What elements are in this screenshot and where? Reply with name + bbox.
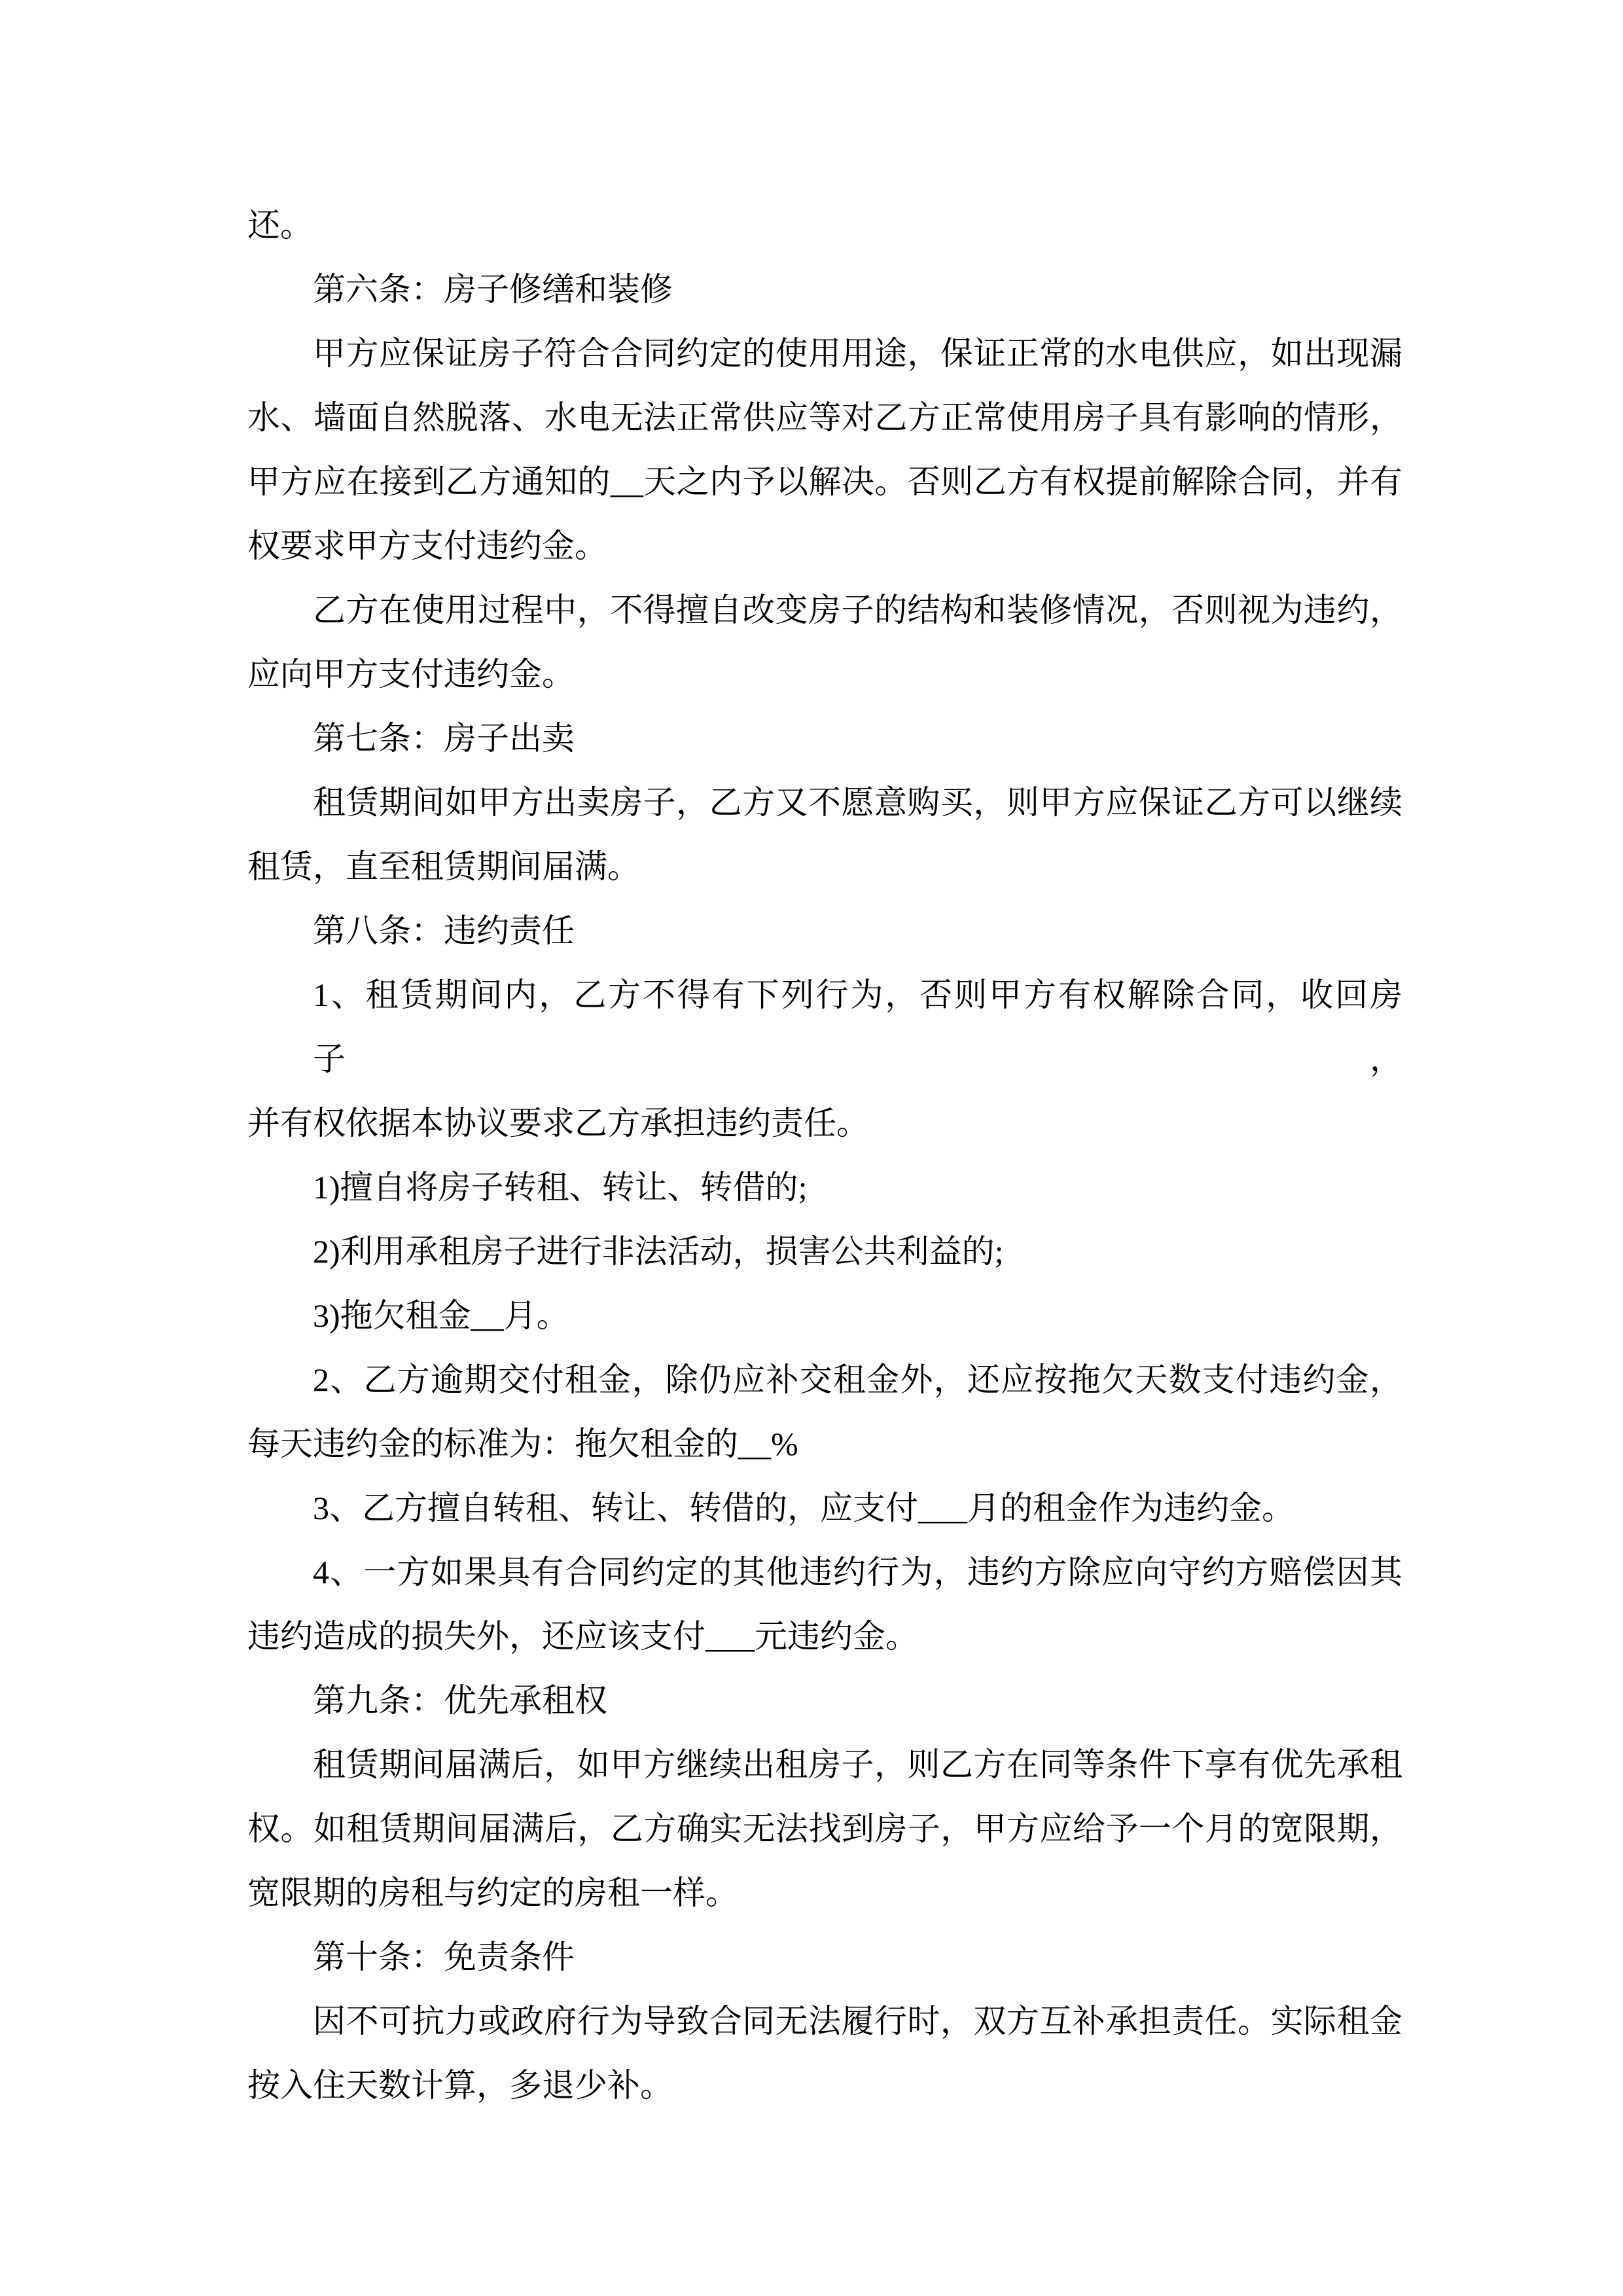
text-line: 4、一方如果具有合同约定的其他违约行为，违约方除应向守约方赔偿因其 [313, 1554, 1402, 1590]
text-line: 第八条：违约责任 [313, 912, 575, 949]
paragraph [247, 1668, 1402, 1732]
paragraph [247, 1989, 1402, 2117]
text-line: 3、乙方擅自转租、转让、转借的，应支付___月的租金作为违约金。 [313, 1490, 1294, 1526]
text-line: 按入住天数计算，多退少补。 [247, 2067, 673, 2104]
text-line: 第九条：优先承租权 [313, 1682, 607, 1719]
text-line: 违约造成的损失外，还应该支付___元违约金。 [247, 1618, 918, 1655]
text-line: 乙方在使用过程中，不得擅自改变房子的结构和装修情况，否则视为违约， [313, 592, 1402, 628]
text-line: 并有权依据本协议要求乙方承担违约责任。 [247, 1105, 869, 1141]
paragraph [247, 257, 1402, 321]
text-line: 还。 [247, 207, 313, 243]
paragraph [247, 1476, 1402, 1540]
text-line: 宽限期的房租与约定的房租一样。 [247, 1874, 738, 1911]
paragraph [247, 770, 1402, 899]
text-line: 每天违约金的标准为：拖欠租金的__% [247, 1426, 798, 1462]
paragraph [247, 1925, 1402, 1989]
text-line: 1、租赁期间内，乙方不得有下列行为，否则甲方有权解除合同，收回房子， [313, 977, 1402, 1077]
text-line: 3)拖欠租金__月。 [313, 1297, 569, 1334]
text-line: 因不可抗力或政府行为导致合同无法履行时，双方互补承担责任。实际租金 [313, 2003, 1402, 2039]
paragraph [247, 321, 1402, 578]
text-line: 第六条：房子修缮和装修 [313, 271, 673, 308]
text-line: 2、乙方逾期交付租金，除仍应补交租金外，还应按拖欠天数支付违约金， [313, 1361, 1402, 1398]
paragraph [247, 578, 1402, 706]
paragraph [247, 1540, 1402, 1668]
text-line: 租赁期间如甲方出卖房子，乙方又不愿意购买，则甲方应保证乙方可以继续 [313, 784, 1402, 821]
text-line: 甲方应保证房子符合合同约定的使用用途，保证正常的水电供应，如出现漏 [313, 335, 1402, 372]
paragraph [247, 706, 1402, 770]
text-line: 权。如租赁期间届满后，乙方确实无法找到房子，甲方应给予一个月的宽限期， [247, 1810, 1402, 1847]
paragraph [247, 193, 1402, 257]
paragraph [247, 963, 1402, 1155]
text-line: 第十条：免责条件 [313, 1939, 575, 1975]
text-line: 应向甲方支付违约金。 [247, 656, 575, 692]
paragraph [247, 1732, 1402, 1925]
text-line: 权要求甲方支付违约金。 [247, 528, 607, 564]
paragraph [247, 1283, 1402, 1348]
document-body [247, 193, 1402, 2117]
text-line: 租赁，直至租赁期间届满。 [247, 848, 640, 885]
text-line: 2)利用承租房子进行非法活动，损害公共利益的; [313, 1233, 1004, 1270]
text-line: 1)擅自将房子转租、转让、转借的; [313, 1169, 808, 1206]
paragraph [247, 1155, 1402, 1219]
text-line: 租赁期间届满后，如甲方继续出租房子，则乙方在同等条件下享有优先承租 [313, 1746, 1402, 1783]
paragraph [247, 899, 1402, 963]
text-line: 甲方应在接到乙方通知的__天之内予以解决。否则乙方有权提前解除合同，并有 [247, 463, 1402, 500]
text-line: 水、墙面自然脱落、水电无法正常供应等对乙方正常使用房子具有影响的情形， [247, 399, 1402, 436]
text-line: 第七条：房子出卖 [313, 720, 575, 757]
paragraph [247, 1348, 1402, 1476]
paragraph [247, 1219, 1402, 1283]
